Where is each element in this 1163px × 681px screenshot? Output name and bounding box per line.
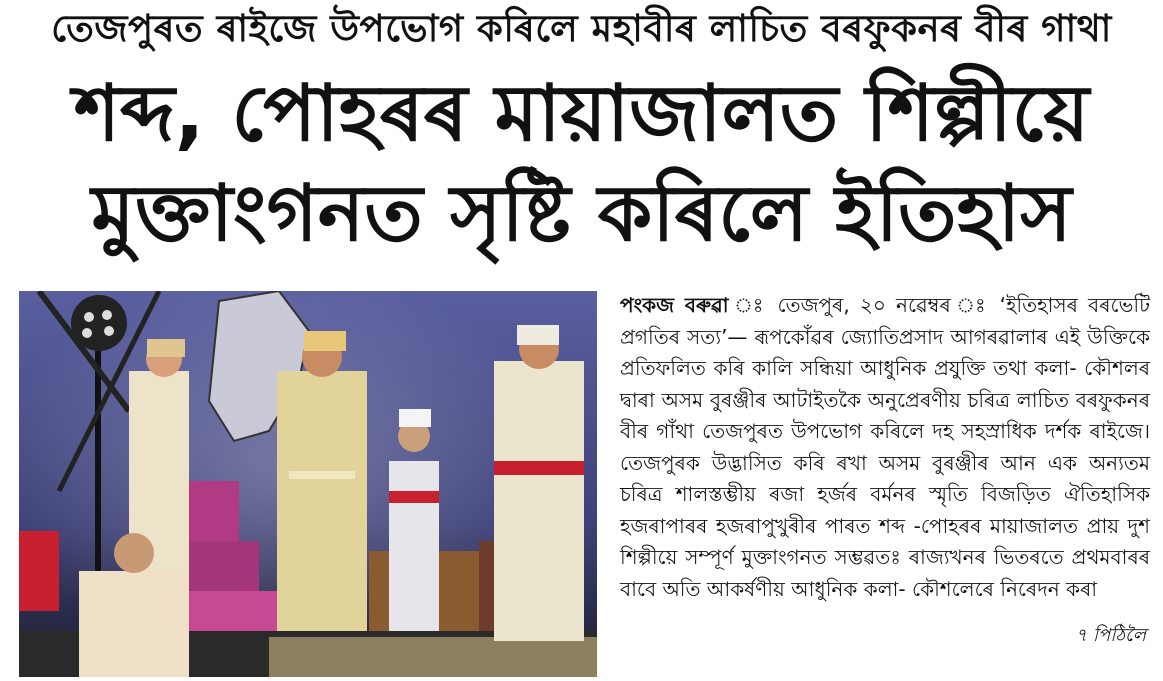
article-text: ঃ তেজপুৰ, ২০ নৱেম্বৰ ঃ ‘ইতিহাসৰ বৰভেটি প্ৰগতিৰ সত্য’— ৰূপকোঁৱৰ জ্যোতিপ্ৰসাদ আগৰৱালাৰ এই উক্তিকে প্ৰতিফলিত কৰি কালি সন্ধিয়া আধুনিক প্ৰযুক্তি তথা কলা- কৌশলৰ দ্বাৰা অসম বুৰঞ্জীৰ আটাইতকৈ অনুপ্ৰেৰণীয় চৰিত্ৰ লাচিত বৰফুকনৰ বীৰ গাঁথা তেজপুৰত উপভোগ কৰিলে দহ সহস্ৰাধিক দৰ্শক ৰাইজে। তেজপুৰক উদ্ভাসিত কৰি ৰখা অসম বুৰঞ্জীৰ আন এক অন্যতম চৰিত্ৰ শালস্তম্ভীয় ৰজা হৰ্জৰ বৰ্মনৰ স্মৃতি বিজড়িত ঐতিহাসিক হজৰাপাৰৰ হজৰাপুখুৰীৰ পাৰত শব্দ -পোহৰৰ মায়াজালত প্ৰায় দুশ শিল্পীয়ে সম্পূৰ্ণ মুক্তাংগনত সম্ভৱতঃ ৰাজ্যখনৰ ভিতৰতে প্ৰথমবাৰৰ বাবে অতি আকৰ্ষণীয় আধুনিক কলা- কৌশলেৰে নিৰেদন কৰা bbox=[620, 293, 1151, 601]
continued-on-page: ৭ পিঠিলৈ bbox=[1075, 624, 1146, 646]
article-body bbox=[620, 290, 1151, 646]
stage-performance-photo bbox=[19, 291, 597, 677]
kicker-headline: তেজপুৰত ৰাইজে উপভোগ কৰিলে মহাবীৰ লাচিত বৰফুকনৰ বীৰ গাথা bbox=[51, 7, 1112, 50]
main-headline-line-2: মুক্তাংগনত সৃষ্টি কৰিলে ইতিহাস bbox=[91, 169, 1072, 259]
main-headline-line-1: শব্দ, পোহৰৰ মায়াজালত শিল্পীয়ে bbox=[73, 69, 1090, 159]
article-byline: পংকজ বৰুৱা bbox=[620, 293, 729, 317]
